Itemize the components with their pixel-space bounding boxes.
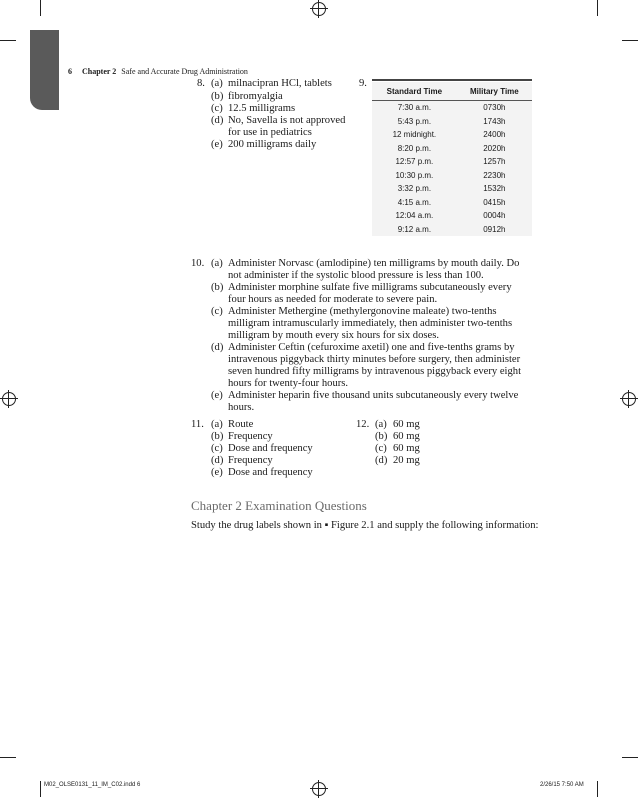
answer-label: (c) <box>211 306 223 317</box>
answer-label: (d) <box>211 115 224 126</box>
crop-mark <box>40 781 41 797</box>
answer-label: (e) <box>211 390 223 401</box>
registration-mark-icon <box>2 392 16 406</box>
answer-text: seven hundred fifty milligrams by intravenous piggyback every eight <box>228 366 522 377</box>
answer-text: Administer Ceftin (cefuroxime axetil) one and five-tenths grams by <box>228 342 515 353</box>
answer-text: fibromyalgia <box>228 91 283 102</box>
chapter-tab <box>30 30 59 110</box>
standard-time-cell: 5:43 p.m. <box>397 116 432 126</box>
table-row <box>372 155 532 169</box>
footer-date-slug: 2/26/15 7:50 AM <box>540 782 584 788</box>
answer-text: 12.5 milligrams <box>228 103 296 114</box>
military-time-cell: 0004h <box>483 211 506 221</box>
chapter-label: Chapter 2 <box>82 67 117 76</box>
table-row <box>372 223 532 237</box>
military-time-cell: 2400h <box>483 130 506 140</box>
running-header <box>68 67 248 76</box>
answer-label: (c) <box>375 443 387 454</box>
standard-time-cell: 12:57 p.m. <box>395 157 434 167</box>
answer-label: (d) <box>211 342 224 353</box>
answer-text: hours for twenty-four hours. <box>228 378 349 389</box>
answer-label: (c) <box>211 443 223 454</box>
question-number: 12. <box>356 419 370 430</box>
section-heading: Chapter 2 Examination Questions <box>191 498 367 513</box>
answer-label: (a) <box>211 78 223 89</box>
answer-label: (a) <box>211 258 223 269</box>
answer-text: 60 mg <box>393 443 420 454</box>
answer-text: Frequency <box>228 455 273 466</box>
table-row <box>372 101 532 115</box>
column-header: Standard Time <box>372 82 457 101</box>
table-row <box>372 142 532 156</box>
table-row <box>372 169 532 183</box>
crop-mark <box>597 781 598 797</box>
military-time-cell: 1743h <box>483 116 506 126</box>
answer-label: (c) <box>211 103 223 114</box>
answer-text: Administer Methergine (methylergonovine maleate) two-tenths <box>228 306 497 317</box>
standard-time-cell: 12:04 a.m. <box>395 211 434 221</box>
footer-file-slug: M02_OLSE0131_11_IM_C02.indd 6 <box>44 782 141 788</box>
crop-mark <box>0 40 16 41</box>
answer-text: 60 mg <box>393 431 420 442</box>
standard-time-cell: 12 midnight. <box>392 130 437 140</box>
crop-mark <box>0 757 16 758</box>
answer-text: 20 mg <box>393 455 420 466</box>
chapter-title: Safe and Accurate Drug Administration <box>121 67 248 76</box>
table-row <box>372 182 532 196</box>
answer-text: No, Savella is not approved <box>228 115 346 126</box>
page-number: 6 <box>68 67 72 76</box>
military-time-cell: 1532h <box>483 184 506 194</box>
answer-text: for use in pediatrics <box>228 127 312 138</box>
answer-label: (e) <box>211 467 223 478</box>
registration-mark-icon <box>312 782 326 796</box>
answer-label: (d) <box>211 455 224 466</box>
standard-time-cell: 4:15 a.m. <box>397 197 432 207</box>
military-time-cell: 2020h <box>483 143 506 153</box>
answer-label: (b) <box>211 282 224 293</box>
answer-text: Administer morphine sulfate five milligrams subcutaneously every <box>228 282 512 293</box>
answer-text: milligram intramuscularly immediately, then administer two-tenths <box>228 318 513 329</box>
answer-text: four hours as needed for moderate to severe pain. <box>228 294 438 305</box>
column-header: Military Time <box>457 82 532 101</box>
table-top-rule <box>372 79 532 81</box>
standard-time-cell: 8:20 p.m. <box>397 143 432 153</box>
answer-label: (e) <box>211 139 223 150</box>
question-number: 8. <box>197 78 205 89</box>
answer-text: milnacipran HCl, tablets <box>228 78 332 89</box>
answer-text: Dose and frequency <box>228 467 313 478</box>
table-row <box>372 115 532 129</box>
table-row <box>372 196 532 210</box>
military-time-cell: 0730h <box>483 103 506 113</box>
standard-time-cell: 10:30 p.m. <box>395 170 434 180</box>
answer-text: milligram by mouth every six hours for six doses. <box>228 330 439 341</box>
answer-text: Route <box>228 419 254 430</box>
answer-label: (b) <box>211 431 224 442</box>
military-time-table <box>372 82 532 236</box>
military-time-cell: 0912h <box>483 224 506 234</box>
answer-text: hours. <box>228 402 255 413</box>
answer-label: (a) <box>211 419 223 430</box>
military-time-cell: 0415h <box>483 197 506 207</box>
answer-text: 200 milligrams daily <box>228 139 317 150</box>
section-instruction: Study the drug labels shown in ▪ Figure 2.1 and supply the following information: <box>191 520 539 531</box>
standard-time-cell: 7:30 a.m. <box>397 103 432 113</box>
crop-mark <box>597 0 598 16</box>
table-row <box>372 209 532 223</box>
answer-label: (b) <box>375 431 388 442</box>
crop-mark <box>40 0 41 16</box>
question-number: 11. <box>191 419 204 430</box>
table-header-row <box>372 82 532 101</box>
question-number: 9. <box>359 78 367 89</box>
answer-text: Administer Norvasc (amlodipine) ten milligrams by mouth daily. Do <box>228 258 520 269</box>
answer-label: (d) <box>375 455 388 466</box>
question-number: 10. <box>191 258 205 269</box>
crop-mark <box>622 40 638 41</box>
answer-text: intravenous piggyback thirty minutes before surgery, then administer <box>228 354 521 365</box>
standard-time-cell: 3:32 p.m. <box>397 184 432 194</box>
answer-label: (b) <box>211 91 224 102</box>
answer-text: Dose and frequency <box>228 443 313 454</box>
answer-text: 60 mg <box>393 419 420 430</box>
crop-mark <box>622 757 638 758</box>
registration-mark-icon <box>312 2 326 16</box>
answer-text: not administer if the systolic blood pressure is less than 100. <box>228 270 484 281</box>
table-row <box>372 128 532 142</box>
military-time-cell: 1257h <box>483 157 506 167</box>
answer-text: Administer heparin five thousand units subcutaneously every twelve <box>228 390 519 401</box>
answer-label: (a) <box>375 419 387 430</box>
answer-text: Frequency <box>228 431 273 442</box>
standard-time-cell: 9:12 a.m. <box>397 224 432 234</box>
military-time-cell: 2230h <box>483 170 506 180</box>
registration-mark-icon <box>622 392 636 406</box>
